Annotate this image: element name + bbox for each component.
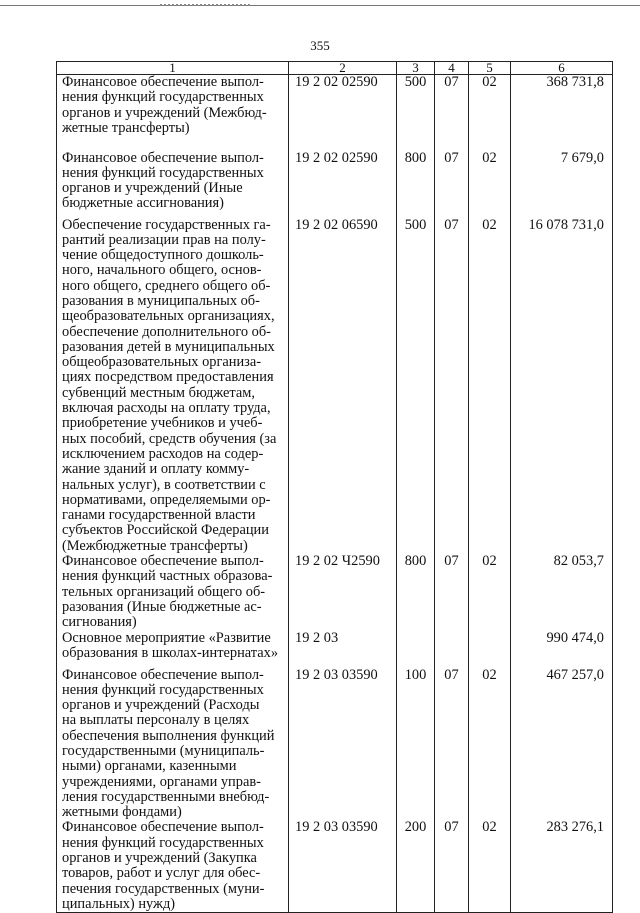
row-code: 19 2 03 <box>289 631 397 668</box>
header-col-5: 5 <box>469 62 511 75</box>
row-col-3: 500 <box>397 75 435 151</box>
row-description <box>57 820 289 912</box>
row-col-4: 07 <box>435 151 469 218</box>
row-col-4 <box>435 631 469 668</box>
table-row <box>57 151 613 218</box>
top-edge-rule <box>0 5 640 6</box>
row-description <box>57 75 289 151</box>
row-col-4: 07 <box>435 218 469 555</box>
row-col-3: 800 <box>397 554 435 630</box>
row-col-3: 200 <box>397 820 435 912</box>
row-code: 19 2 02 06590 <box>289 218 397 555</box>
row-code: 19 2 02 02590 <box>289 75 397 151</box>
row-code: 19 2 02 02590 <box>289 151 397 218</box>
row-code: 19 2 03 03590 <box>289 820 397 912</box>
description-text: Основное мероприятие «Развитие образования в школах-интернатах» <box>62 629 279 661</box>
row-amount: 283 276,1 <box>511 820 613 912</box>
description-text: Финансовое обеспечение выпол- нения функций государственных органов и учреждений (Расходы на выплаты персоналу в целях обеспечения выполнения функций государственными (муниципаль- ными) органами, казенными учреждениями, органами управ- ления государственными внебюд- жетными фондами) <box>62 666 275 821</box>
row-amount: 467 257,0 <box>511 668 613 821</box>
header-col-6: 6 <box>511 62 613 75</box>
description-text: Финансовое обеспечение выпол- нения функций государственных органов и учреждений (Закупка товаров, работ и услуг для обес- печения государственных (муни- ципальных) нужд) <box>62 819 265 912</box>
table-row <box>57 554 613 630</box>
row-col-5: 02 <box>469 75 511 151</box>
row-amount: 368 731,8 <box>511 75 613 151</box>
row-col-5: 02 <box>469 218 511 555</box>
row-description <box>57 668 289 821</box>
row-description <box>57 631 289 668</box>
row-col-3: 500 <box>397 218 435 555</box>
row-col-5 <box>469 631 511 668</box>
row-col-4: 07 <box>435 554 469 630</box>
row-amount: 82 053,7 <box>511 554 613 630</box>
row-col-5: 02 <box>469 820 511 912</box>
description-text: Финансовое обеспечение выпол- нения функций государственных органов и учреждений (Иные бюджетные ассигнования) <box>62 149 264 212</box>
row-description <box>57 151 289 218</box>
row-col-4: 07 <box>435 668 469 821</box>
description-text: Финансовое обеспечение выпол- нения функций частных образова- тельных организаций общего об- разования (Иные бюджетные ас- сигнования) <box>62 553 273 631</box>
row-col-4: 07 <box>435 75 469 151</box>
description-text: Обеспечение государственных га- рантий реализации прав на полу- чение общедоступного дошколь- ного, начального общего, основ- ного общего, среднего общего об- разования в муниципальных об- щеобразовательных организациях, обеспечение дополнительного об- разования детей в муниципальных общеобразовательных организа- циях посредством предоставления субвенций местным бюджетам, включая расходы на оплату труда, приобретение учебников и учеб- ных пособий, средств обучения (за исключением расходов на содер- жание зданий и оплату комму- нальных услуг), в соответствии с нормативами, определяемыми ор- ганами государственной власти субъектов Российской Федерации (Межбюджетные трансферты) <box>62 216 277 554</box>
table-row <box>57 218 613 555</box>
row-col-3 <box>397 631 435 668</box>
row-code: 19 2 03 03590 <box>289 668 397 821</box>
header-col-1: 1 <box>57 62 289 75</box>
row-col-3: 800 <box>397 151 435 218</box>
table-row <box>57 75 613 151</box>
header-col-2: 2 <box>289 62 397 75</box>
header-col-3: 3 <box>397 62 435 75</box>
description-text: Финансовое обеспечение выпол- нения функций государственных органов и учреждений (Межбюд- жетные трансферты) <box>62 74 267 136</box>
table-header-row <box>57 62 613 75</box>
row-code: 19 2 02 Ч2590 <box>289 554 397 630</box>
header-col-4: 4 <box>435 62 469 75</box>
row-amount: 990 474,0 <box>511 631 613 668</box>
table-row <box>57 668 613 821</box>
row-col-3: 100 <box>397 668 435 821</box>
row-amount: 7 679,0 <box>511 151 613 218</box>
row-amount: 16 078 731,0 <box>511 218 613 555</box>
row-description <box>57 218 289 555</box>
row-description <box>57 554 289 630</box>
top-edge-dash <box>160 4 250 6</box>
row-col-5: 02 <box>469 668 511 821</box>
table-row <box>57 631 613 668</box>
budget-table <box>56 61 613 913</box>
table-row <box>57 820 613 912</box>
row-col-5: 02 <box>469 554 511 630</box>
row-col-4: 07 <box>435 820 469 912</box>
budget-table-container <box>56 61 612 913</box>
row-col-5: 02 <box>469 151 511 218</box>
page-number: 355 <box>310 38 330 53</box>
